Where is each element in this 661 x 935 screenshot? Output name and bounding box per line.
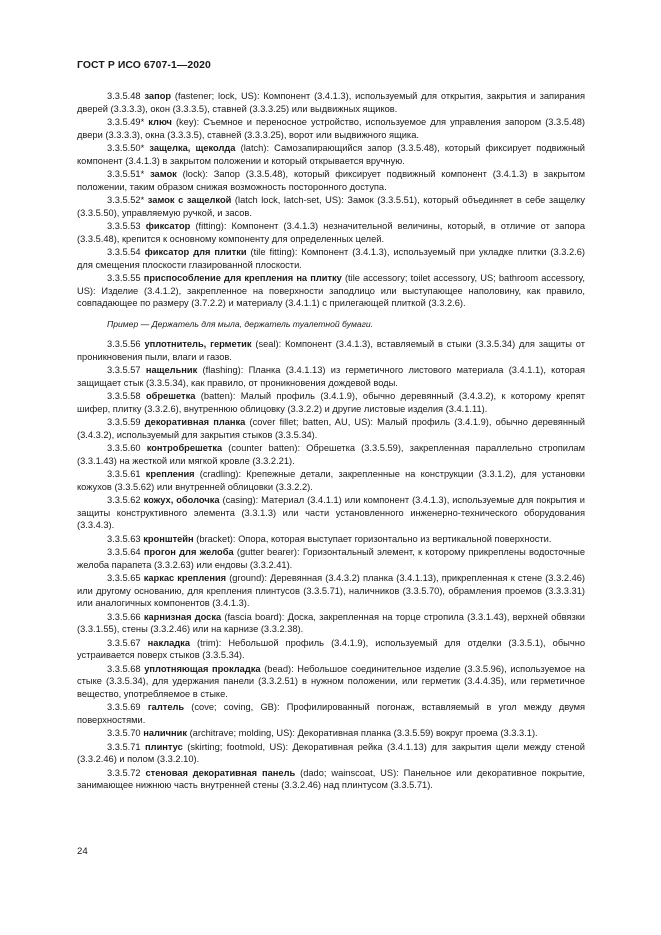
term-entry xyxy=(77,116,585,141)
term-definition: (seal): Компонент (3.4.1.3), вставляемый в стыки (3.3.5.34) для защиты от проникновения пыли, влаги и газов. xyxy=(77,339,585,362)
term-number: 3.3.5.54 xyxy=(107,247,141,257)
term-number: 3.3.5.57 xyxy=(107,365,141,375)
term-number: 3.3.5.53 xyxy=(107,221,141,231)
term-name: плинтус xyxy=(145,741,183,752)
term-name: стеновая декоративная панель xyxy=(145,767,296,778)
term-entry xyxy=(77,90,585,115)
term-name: кожух, оболочка xyxy=(143,495,220,505)
term-entry xyxy=(77,701,585,726)
page-number: 24 xyxy=(77,846,88,857)
term-definition: (trim): Небольшой профиль (3.4.1.9), используемый для отделки (3.3.5.1), обычно устраивается поверх стыков (3.3.5.34). xyxy=(77,637,585,660)
term-definition: (key): Съемное и переносное устройство, используемое для управления запором (3.3.5.48) двери (3.3.3.3), окна (3.3.3.5), ставней (3.3.3.25), ворот или выдвижного ящика. xyxy=(77,117,586,140)
term-definition: (fitting): Компонент (3.4.1.3) незначительной величины, который, в отличие от запора (3.3.5.48), крепится к основному компоненту для определенных целей. xyxy=(77,221,585,244)
term-entry xyxy=(77,142,585,167)
term-definition: (architrave; molding, US): Декоративная планка (3.3.5.59) вокруг проема (3.3.3.1). xyxy=(187,728,538,738)
term-entry xyxy=(77,246,585,271)
term-entry xyxy=(77,468,585,493)
term-entry xyxy=(77,442,585,467)
term-name: фиксатор для плитки xyxy=(144,247,247,257)
term-entry xyxy=(77,546,585,571)
term-number: 3.3.5.60 xyxy=(107,443,141,453)
term-number: 3.3.5.65 xyxy=(107,573,141,583)
term-number: 3.3.5.55 xyxy=(107,273,141,283)
term-definition: (latch lock, latch-set, US): Замок (3.3.5.51), который объединяет в себе защелку (3.3.5.50), управляемую ручкой, и засов. xyxy=(77,195,585,218)
term-name: карнизная доска xyxy=(143,611,222,622)
term-entry xyxy=(77,168,585,193)
term-entry xyxy=(77,194,585,219)
term-definition: (fascia board): Доска, закрепленная на торце стропила (3.3.1.43), верхней обвязки (3.3.1.55), стены (3.3.2.46) или на карнизе (3.3.2.38). xyxy=(77,611,585,634)
term-name: уплотнитель, герметик xyxy=(144,339,252,349)
term-definition: (counter batten): Обрешетка (3.3.5.59), закрепленная параллельно стропилам (3.3.1.43) на жесткой или мягкой кровле (3.3.2.21). xyxy=(77,443,585,466)
term-name: контробрешетка xyxy=(146,443,223,453)
term-definition: (flashing): Планка (3.4.1.13) из герметичного листового материала (3.4.1.1), которая защищает стык (3.3.5.34), как правило, от проникновения дождевой воды. xyxy=(77,365,585,388)
term-definition: (bracket): Опора, которая выступает горизонтально из вертикальной поверхности. xyxy=(193,533,552,544)
term-number: 3.3.5.49* xyxy=(107,117,145,127)
term-entry xyxy=(77,494,585,532)
term-number: 3.3.5.71 xyxy=(107,741,141,752)
term-definition: (gutter bearer): Горизонтальный элемент, к которому прикреплены водосточные желоба парапета (3.3.2.63) или ендовы (3.3.2.41). xyxy=(77,547,586,570)
term-number: 3.3.5.56 xyxy=(107,339,141,349)
term-name: прогон для желоба xyxy=(143,547,234,557)
term-entry xyxy=(77,572,585,610)
example-label: Пример xyxy=(107,318,139,329)
term-definition: (skirting; footmold, US): Декоративная рейка (3.4.1.13) для закрытия щели между стеной (3.3.2.46) и полом (3.3.2.10). xyxy=(77,741,585,764)
term-number: 3.3.5.69 xyxy=(107,702,141,712)
term-entry xyxy=(77,741,585,766)
term-entry xyxy=(77,533,585,546)
term-number: 3.3.5.51* xyxy=(107,169,145,179)
term-name: ключ xyxy=(148,117,172,127)
term-name: замок с защелкой xyxy=(147,195,232,205)
term-name: обрешетка xyxy=(145,391,196,401)
term-definition: (cove; coving, GB): Профилированный погонаж, вставляемый в угол между двумя поверхностями. xyxy=(77,702,585,725)
term-name: замок xyxy=(150,169,177,179)
term-name: кронштейн xyxy=(143,533,194,544)
term-list-2 xyxy=(77,338,585,792)
term-number: 3.3.5.72 xyxy=(107,767,141,778)
term-number: 3.3.5.70 xyxy=(107,728,141,738)
term-definition: (bead): Небольшое соединительное изделие (3.3.5.96), используемое на стыке (3.3.5.34), для удержания панели (3.3.2.51) в нужном положении, или герметик (3.4.4.35), или герметичное вещество, употребляемое в стыке. xyxy=(77,663,585,699)
term-definition: (cover fillet; batten, AU, US): Малый профиль (3.4.1.9), обычно деревянный (3.4.3.2), используемый для закрытия стыков (3.3.5.34). xyxy=(77,417,585,440)
term-name: нащельник xyxy=(145,365,198,375)
term-entry xyxy=(77,663,585,701)
term-name: крепления xyxy=(145,469,195,479)
term-entry xyxy=(77,416,585,441)
term-number: 3.3.5.50* xyxy=(107,143,145,153)
term-name: приспособление для крепления на плитку xyxy=(143,273,342,283)
term-entry xyxy=(77,272,585,310)
term-definition: (cradling): Крепежные детали, закрепленные на конструкции (3.3.1.2), для установки кожухов (3.3.5.62) или внутренней облицовки (3.3.2.2). xyxy=(77,469,585,492)
term-entry xyxy=(77,390,585,415)
term-definition: (ground): Деревянная (3.4.3.2) планка (3.4.1.13), прикрепленная к стене (3.3.2.46) или другому основанию, для крепления плинтусов (3.3.5.71), наличников (3.3.5.70), обрамления проемов (3.3.3.31) или аналогичных компонентов (3.4.1.3). xyxy=(77,573,586,608)
term-name: галтель xyxy=(147,702,185,712)
term-name: накладка xyxy=(147,637,191,648)
term-definition: (latch): Самозапирающийся запор (3.3.5.48), который фиксирует подвижный компонент (3.4.1.3) в закрытом положении и который открывается вручную. xyxy=(77,143,585,166)
term-name: фиксатор xyxy=(145,221,191,231)
term-number: 3.3.5.67 xyxy=(107,637,141,648)
term-definition: (dado; wainscoat, US): Панельное или декоративное покрытие, занимающее нижнюю часть внутренней стены (3.3.2.46) над плинтусом (3.3.5.71). xyxy=(77,767,586,790)
term-entry xyxy=(77,611,585,636)
term-number: 3.3.5.48 xyxy=(107,91,141,101)
term-name: защелка, щеколда xyxy=(149,143,236,153)
term-definition: (casing): Материал (3.4.1.1) или компонент (3.4.1.3), используемые для покрытия и защиты конструктивного элемента (3.3.1.3) или части установленного инженерно-технического оборудования (3.3.4.3). xyxy=(77,495,585,530)
term-entry xyxy=(77,338,585,363)
term-entry xyxy=(77,220,585,245)
term-name: декоративная планка xyxy=(144,417,246,427)
document-header: ГОСТ Р ИСО 6707-1—2020 xyxy=(77,60,211,71)
term-definition: (tile accessory; toilet accessory, US; bathroom accessory, US): Изделие (3.4.1.2), закрепленное на поверхности заподлицо или выступающее наполовину, как правило, совпадающее по размеру (3.7.2.2) и материалу (3.4.1.1) с прилегающей плиткой (3.3.2.6). xyxy=(77,273,585,308)
term-entry xyxy=(77,364,585,389)
document-body xyxy=(77,90,585,793)
term-name: уплотняющая прокладка xyxy=(144,663,261,674)
term-number: 3.3.5.59 xyxy=(107,417,141,427)
term-definition: (tile fitting): Компонент (3.4.1.3), используемый при укладке плитки (3.3.2.6) для смещения плоскости глазированной плоскости. xyxy=(77,247,585,270)
term-definition: (lock): Запор (3.3.5.48), который фиксирует подвижный компонент (3.4.1.3) в закрытом положении, таким образом снижая возможность посторонного доступа. xyxy=(77,169,585,192)
term-entry xyxy=(77,767,585,792)
term-number: 3.3.5.68 xyxy=(107,663,141,674)
term-number: 3.3.5.61 xyxy=(107,469,141,479)
term-entry xyxy=(77,727,585,740)
term-definition: (batten): Малый профиль (3.4.1.9), обычно деревянный (3.4.3.2), к которому крепят шифер, плитку (3.3.2.6), внутреннюю облицовку (3.3.2.2) и другие листовые изделия (3.4.1.11). xyxy=(77,391,585,414)
term-number: 3.3.5.66 xyxy=(107,611,141,622)
term-number: 3.3.5.52* xyxy=(107,195,145,205)
term-name: каркас крепления xyxy=(143,573,227,583)
term-number: 3.3.5.63 xyxy=(107,533,141,544)
term-number: 3.3.5.62 xyxy=(107,495,141,505)
term-list-1 xyxy=(77,90,585,310)
term-definition: (fastener; lock, US): Компонент (3.4.1.3), используемый для открытия, закрытия и запирания дверей (3.3.3.3), окон (3.3.3.5), ставней (3.3.3.25) или выдвижных ящиков. xyxy=(77,91,585,114)
term-number: 3.3.5.58 xyxy=(107,391,141,401)
example-text: — Держатель для мыла, держатель туалетной бумаги. xyxy=(138,318,374,329)
term-entry xyxy=(77,637,585,662)
term-name: наличник xyxy=(143,728,187,738)
example-note xyxy=(77,318,585,331)
term-name: запор xyxy=(144,91,172,101)
term-number: 3.3.5.64 xyxy=(107,547,141,557)
